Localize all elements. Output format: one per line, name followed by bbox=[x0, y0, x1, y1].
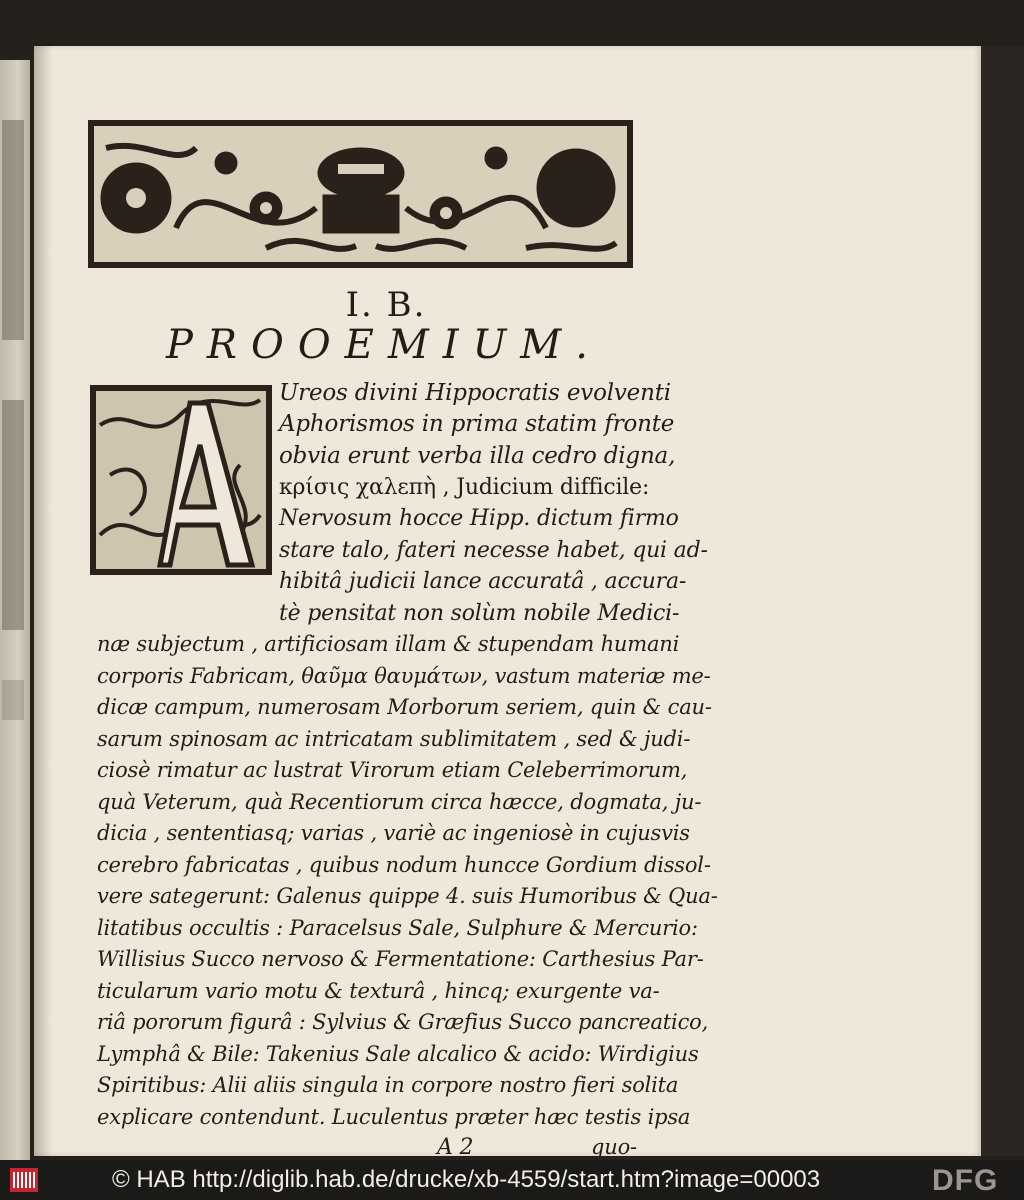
text-line: litatibus occultis : Paracelsus Sale, Sulphure & Mercurio: bbox=[97, 916, 698, 940]
text-line: næ subjectum , artificiosam illam & stupendam humani bbox=[97, 632, 680, 656]
facing-page-edge bbox=[0, 60, 30, 1160]
signature-mark: A 2 bbox=[437, 1135, 474, 1160]
text-line: quà Veterum, quà Recentiorum circa hæcce, dogmata, ju- bbox=[97, 790, 702, 814]
text-line: Spiritibus: Alii aliis singula in corpore nostro fieri solita bbox=[97, 1073, 679, 1097]
text-line: obvia erunt verba illa cedro digna, bbox=[279, 443, 676, 469]
text-line: dicia , sententiasq; varias , variè ac ingeniosè in cujusvis bbox=[97, 821, 690, 845]
text-line: vere sategerunt: Galenus quippe 4. suis Humoribus & Qua- bbox=[97, 884, 718, 908]
copyright-link[interactable]: © HAB http://diglib.hab.de/drucke/xb-4559/start.htm?image=00003 bbox=[112, 1166, 821, 1193]
text-line: explicare contendunt. Luculentus præter hæc testis ipsa bbox=[97, 1105, 691, 1129]
text-line: tè pensitat non solùm nobile Medici- bbox=[279, 601, 680, 626]
text-line: riâ pororum figurâ : Sylvius & Græfius Succo pancreatico, bbox=[97, 1010, 709, 1034]
text-line: Lymphâ & Bile: Takenius Sale alcalico & acido: Wirdigius bbox=[97, 1042, 699, 1066]
text-line: Willisius Succo nervoso & Fermentatione: Carthesius Par- bbox=[97, 947, 704, 971]
section-title: PROOEMIUM. bbox=[166, 322, 602, 368]
footer-bar bbox=[0, 1160, 1024, 1200]
background-strip bbox=[981, 46, 1024, 1156]
gutter-shadow bbox=[34, 46, 52, 1156]
text-line: Nervosum hocce Hipp. dictum firmo bbox=[279, 506, 679, 531]
text-line: sarum spinosam ac intricatam sublimitatem , sed & judi- bbox=[97, 727, 691, 751]
text-line: κρίσις χαλεπὴ , Judicium difficile: bbox=[279, 475, 650, 500]
text-line: hibitâ judicii lance accuratâ , accura- bbox=[279, 569, 687, 594]
catchword: quo- bbox=[591, 1135, 637, 1159]
text-line: Aphorismos in prima statim fronte bbox=[279, 411, 675, 437]
text-line: Ureos divini Hippocratis evolventi bbox=[279, 380, 671, 406]
section-number: I. B. bbox=[345, 285, 427, 325]
ornamental-headpiece bbox=[86, 118, 635, 270]
text-line: stare talo, fateri necesse habet, qui ad- bbox=[279, 538, 708, 563]
text-line: corporis Fabricam, θαῦμα θαυμάτων, vastum materiæ me- bbox=[97, 664, 711, 688]
hab-logo-icon bbox=[10, 1168, 38, 1192]
text-line: dicæ campum, numerosam Morborum seriem, quin & cau- bbox=[97, 695, 712, 719]
text-line: cerebro fabricatas , quibus nodum huncce Gordium dissol- bbox=[97, 853, 711, 877]
decorated-initial-a-image bbox=[90, 385, 272, 575]
dfg-logo: DFG bbox=[932, 1164, 999, 1197]
text-line: ticularum vario motu & texturâ , hincq; exurgente va- bbox=[97, 979, 660, 1003]
text-line: ciosè rimatur ac lustrat Virorum etiam Celeberrimorum, bbox=[97, 758, 688, 782]
